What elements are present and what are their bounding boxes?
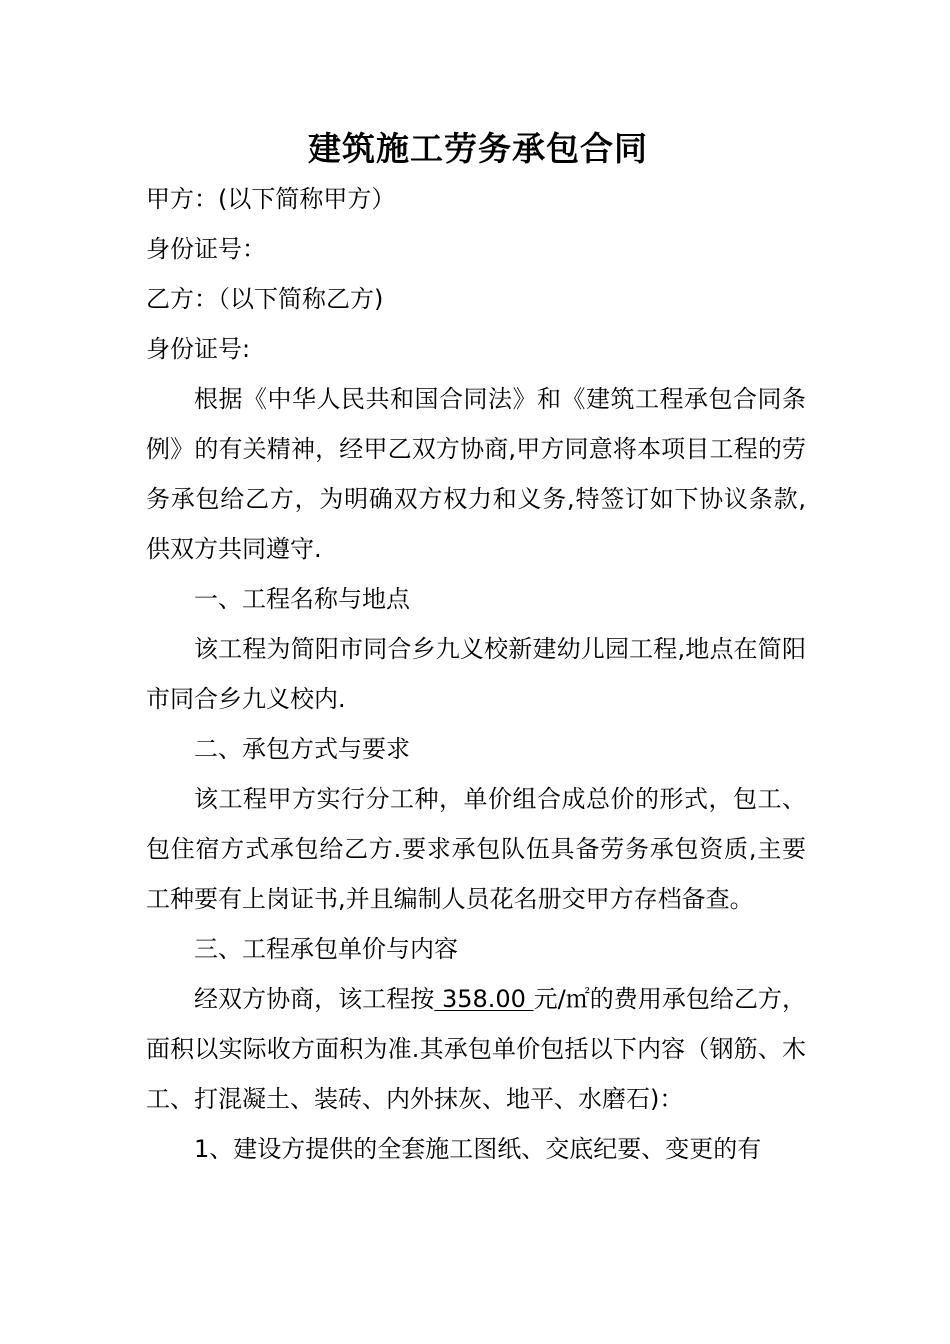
intro-paragraph: 根据《中华人民共和国合同法》和《建筑工程承包合同条例》的有关精神，经甲乙双方协商,甲方同意将本项目工程的劳务承包给乙方，为明确双方权力和义务,特签订如下协议条款,供双方共同遵守. (146, 385, 806, 563)
section1-heading: 一、工程名称与地点 (194, 585, 410, 613)
party-b-line: 乙方：（以下简称乙方) (146, 285, 384, 313)
unit-price: 358.00 (434, 985, 534, 1013)
party-a-line: 甲方：(以下简称甲方） (146, 185, 396, 213)
party-a-id-line: 身份证号： (146, 235, 266, 263)
document-title: 建筑施工劳务承包合同 (308, 129, 648, 168)
section2-body: 该工程甲方实行分工种，单价组合成总价的形式，包工、包住宿方式承包给乙方.要求承包队伍具备劳务承包资质,主要工种要有上岗证书,并且编制人员花名册交甲方存档备查。 (146, 785, 806, 913)
section2-heading: 二、承包方式与要求 (194, 735, 410, 763)
contract-page (146, 124, 806, 1174)
section3-item1: 1、建设方提供的全套施工图纸、交底纪要、变更的有 (194, 1135, 762, 1163)
party-b-id-line: 身份证号: (146, 335, 251, 363)
section3-body-suffix: 元/㎡的费用承包给乙方，面积以实际收方面积为准.其承包单价包括以下内容（钢筋、木工、打混凝土、装砖、内外抹灰、地平、水磨石)： (146, 985, 807, 1113)
section1-body: 该工程为简阳市同合乡九义校新建幼儿园工程,地点在简阳市同合乡九义校内. (146, 635, 806, 713)
section3-heading: 三、工程承包单价与内容 (194, 935, 458, 963)
section3-body (146, 974, 806, 1124)
section3-body-prefix: 经双方协商，该工程按 (194, 985, 435, 1013)
